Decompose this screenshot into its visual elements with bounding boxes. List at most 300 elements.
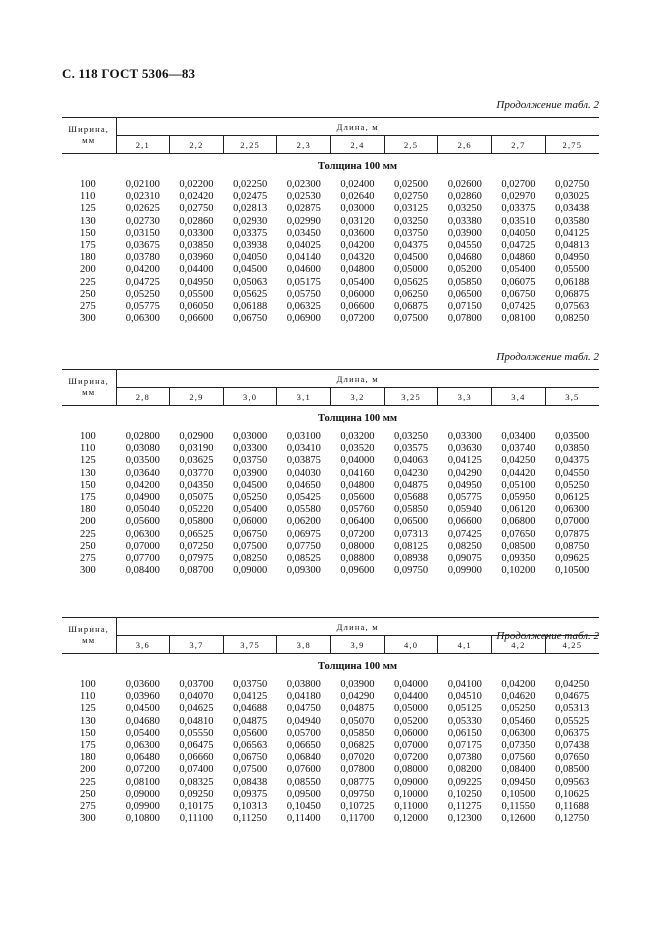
volume-cell: 0,04125 <box>555 227 590 239</box>
length-value: 2,2 <box>170 136 224 154</box>
volume-cell: 0,07200 <box>340 313 375 325</box>
volume-cell: 0,05425 <box>286 492 321 504</box>
volume-cell: 0,04950 <box>447 479 482 491</box>
volume-cell: 0,07250 <box>179 540 214 552</box>
volume-cell: 0,09000 <box>125 788 160 800</box>
width-header-text: Ширина, <box>68 624 110 634</box>
volume-cell: 0,04600 <box>286 264 321 276</box>
width-value: 250 <box>80 540 96 552</box>
volume-cell: 0,08550 <box>286 776 321 788</box>
length-value: 3,1 <box>277 388 331 406</box>
volume-cell: 0,04900 <box>125 492 160 504</box>
volume-cell: 0,04400 <box>179 264 214 276</box>
volume-cell: 0,05330 <box>447 715 482 727</box>
volume-cell: 0,03960 <box>125 691 160 703</box>
volume-cell: 0,05063 <box>233 276 268 288</box>
volume-cell: 0,04070 <box>179 691 214 703</box>
volume-cell: 0,05600 <box>233 727 268 739</box>
volume-cell: 0,04725 <box>125 276 160 288</box>
volume-cell: 0,06400 <box>340 516 375 528</box>
volume-cell: 0,04063 <box>394 455 429 467</box>
width-value: 300 <box>80 313 96 325</box>
header-row <box>62 118 599 136</box>
volume-cell: 0,06600 <box>447 516 482 528</box>
data-table-3 <box>62 617 599 825</box>
volume-cell: 0,04125 <box>233 691 268 703</box>
volume-cell: 0,03410 <box>286 443 321 455</box>
volume-cell: 0,08938 <box>394 552 429 564</box>
length-header: Длина, м <box>116 370 599 388</box>
volume-cell: 0,05200 <box>447 264 482 276</box>
length-values-row <box>62 388 599 406</box>
volume-cell: 0,09000 <box>394 776 429 788</box>
volume-cell: 0,04290 <box>447 467 482 479</box>
volume-cell: 0,04375 <box>555 455 590 467</box>
volume-cell: 0,05850 <box>394 504 429 516</box>
width-value: 275 <box>80 300 96 312</box>
volume-cell: 0,04250 <box>501 455 536 467</box>
table-row <box>62 313 599 325</box>
volume-cell: 0,03875 <box>286 455 321 467</box>
volume-cell: 0,07175 <box>447 740 482 752</box>
width-value: 175 <box>80 740 96 752</box>
volume-cell: 0,03200 <box>340 431 375 443</box>
volume-cell: 0,06825 <box>340 740 375 752</box>
width-value: 225 <box>80 276 96 288</box>
volume-cell: 0,02250 <box>233 179 268 191</box>
volume-cell: 0,09300 <box>286 565 321 577</box>
volume-cell: 0,04200 <box>125 479 160 491</box>
volume-cell: 0,04250 <box>555 679 590 691</box>
volume-cell: 0,06525 <box>179 528 214 540</box>
continuation-label-1: Продолжение табл. 2 <box>496 99 599 111</box>
table-row <box>62 703 599 715</box>
width-header-text: Ширина, <box>68 376 110 386</box>
width-value: 200 <box>80 264 96 276</box>
volume-cell: 0,05500 <box>555 264 590 276</box>
volume-cell: 0,03250 <box>447 203 482 215</box>
volume-cell: 0,03850 <box>179 240 214 252</box>
volume-cell: 0,03120 <box>340 215 375 227</box>
header-row <box>62 370 599 388</box>
table-row <box>62 191 599 203</box>
table-row <box>62 289 599 301</box>
table-row <box>62 516 599 528</box>
volume-cell: 0,02530 <box>286 191 321 203</box>
volume-cell: 0,10200 <box>501 565 536 577</box>
volume-cell: 0,07500 <box>394 313 429 325</box>
volume-cell: 0,03600 <box>340 227 375 239</box>
width-value: 175 <box>80 240 96 252</box>
table-row <box>62 801 599 813</box>
length-value: 2,6 <box>438 136 492 154</box>
width-value: 150 <box>80 479 96 491</box>
volume-cell: 0,07438 <box>555 740 590 752</box>
volume-cell: 0,07425 <box>501 300 536 312</box>
table-row <box>62 679 599 691</box>
width-value: 180 <box>80 752 96 764</box>
volume-cell: 0,06000 <box>394 727 429 739</box>
volume-cell: 0,06300 <box>125 740 160 752</box>
volume-cell: 0,11688 <box>555 800 589 812</box>
volume-cell: 0,03438 <box>555 203 590 215</box>
volume-cell: 0,04290 <box>340 691 375 703</box>
volume-cell: 0,07750 <box>286 540 321 552</box>
table-row <box>62 455 599 467</box>
volume-cell: 0,03780 <box>125 252 160 264</box>
volume-cell: 0,04320 <box>340 252 375 264</box>
table-row <box>62 264 599 276</box>
volume-cell: 0,10250 <box>447 788 482 800</box>
volume-cell: 0,05000 <box>394 264 429 276</box>
width-value: 275 <box>80 800 96 812</box>
volume-cell: 0,03450 <box>286 227 321 239</box>
volume-cell: 0,02400 <box>340 179 375 191</box>
volume-cell: 0,02420 <box>179 191 214 203</box>
volume-cell: 0,03675 <box>125 240 160 252</box>
table-row <box>62 529 599 541</box>
volume-cell: 0,08000 <box>340 540 375 552</box>
volume-cell: 0,05040 <box>125 504 160 516</box>
width-value: 300 <box>80 565 96 577</box>
table-row <box>62 468 599 480</box>
volume-cell: 0,06300 <box>501 727 536 739</box>
volume-cell: 0,10175 <box>179 800 214 812</box>
volume-cell: 0,11100 <box>179 813 214 825</box>
volume-cell: 0,11250 <box>233 813 268 825</box>
volume-cell: 0,06600 <box>340 300 375 312</box>
width-value: 250 <box>80 288 96 300</box>
volume-cell: 0,04750 <box>286 703 321 715</box>
table-row <box>62 228 599 240</box>
volume-cell: 0,02875 <box>286 203 321 215</box>
volume-cell: 0,08250 <box>555 313 590 325</box>
volume-cell: 0,07150 <box>447 300 482 312</box>
volume-cell: 0,09750 <box>394 565 429 577</box>
table-row <box>62 179 599 191</box>
volume-cell: 0,05200 <box>394 715 429 727</box>
length-value: 2,7 <box>492 136 546 154</box>
volume-cell: 0,03520 <box>340 443 375 455</box>
volume-cell: 0,05750 <box>286 288 321 300</box>
volume-cell: 0,06900 <box>286 313 321 325</box>
volume-cell: 0,06250 <box>394 288 429 300</box>
volume-cell: 0,04875 <box>340 703 375 715</box>
volume-cell: 0,04050 <box>233 252 268 264</box>
volume-cell: 0,09563 <box>555 776 590 788</box>
table-row <box>62 553 599 565</box>
table-row <box>62 716 599 728</box>
volume-cell: 0,03375 <box>233 227 268 239</box>
volume-cell: 0,04875 <box>394 479 429 491</box>
width-value: 125 <box>80 703 96 715</box>
volume-cell: 0,03750 <box>233 679 268 691</box>
volume-cell: 0,12000 <box>394 813 429 825</box>
volume-cell: 0,03150 <box>125 227 160 239</box>
volume-cell: 0,05775 <box>447 492 482 504</box>
table-row <box>62 541 599 553</box>
volume-cell: 0,04200 <box>125 264 160 276</box>
volume-cell: 0,04000 <box>394 679 429 691</box>
volume-cell: 0,09750 <box>340 788 375 800</box>
volume-cell: 0,06120 <box>501 504 536 516</box>
width-value: 110 <box>80 691 96 703</box>
volume-cell: 0,02860 <box>447 191 482 203</box>
volume-cell: 0,07350 <box>501 740 536 752</box>
length-value: 2,9 <box>170 388 224 406</box>
volume-cell: 0,06188 <box>233 300 268 312</box>
volume-cell: 0,06875 <box>555 288 590 300</box>
volume-cell: 0,02475 <box>233 191 268 203</box>
volume-cell: 0,04160 <box>340 467 375 479</box>
volume-cell: 0,07800 <box>340 764 375 776</box>
volume-cell: 0,10625 <box>555 788 590 800</box>
volume-cell: 0,04420 <box>501 467 536 479</box>
continuation-label-3: Продолжение табл. 2 <box>496 630 599 642</box>
volume-cell: 0,04000 <box>340 455 375 467</box>
volume-cell: 0,06150 <box>447 727 482 739</box>
volume-cell: 0,05250 <box>555 479 590 491</box>
table-row <box>62 565 599 577</box>
volume-cell: 0,04940 <box>286 715 321 727</box>
volume-cell: 0,02310 <box>125 191 160 203</box>
length-value: 3,75 <box>223 636 277 654</box>
volume-cell: 0,04680 <box>125 715 160 727</box>
volume-cell: 0,05125 <box>447 703 482 715</box>
volume-cell: 0,04950 <box>555 252 590 264</box>
volume-cell: 0,03630 <box>447 443 482 455</box>
volume-cell: 0,02640 <box>340 191 375 203</box>
volume-cell: 0,06750 <box>233 528 268 540</box>
width-value: 275 <box>80 552 96 564</box>
volume-cell: 0,09500 <box>286 788 321 800</box>
volume-cell: 0,06600 <box>179 313 214 325</box>
width-unit-text: мм <box>82 635 96 645</box>
volume-cell: 0,02813 <box>233 203 268 215</box>
volume-cell: 0,04100 <box>447 679 482 691</box>
volume-cell: 0,05950 <box>501 492 536 504</box>
volume-cell: 0,04620 <box>501 691 536 703</box>
volume-cell: 0,04350 <box>179 479 214 491</box>
volume-cell: 0,12300 <box>447 813 482 825</box>
volume-cell: 0,08500 <box>555 764 590 776</box>
volume-cell: 0,06650 <box>286 740 321 752</box>
page-header: С. 118 ГОСТ 5306—83 <box>62 66 196 81</box>
volume-cell: 0,02750 <box>394 191 429 203</box>
volume-cell: 0,06840 <box>286 752 321 764</box>
table-row <box>62 777 599 789</box>
volume-cell: 0,06325 <box>286 300 321 312</box>
volume-cell: 0,03900 <box>447 227 482 239</box>
width-header-text: Ширина, <box>68 124 110 134</box>
volume-cell: 0,07400 <box>179 764 214 776</box>
volume-cell: 0,09625 <box>555 552 590 564</box>
volume-cell: 0,06300 <box>555 504 590 516</box>
volume-cell: 0,10725 <box>340 800 375 812</box>
length-value: 3,6 <box>116 636 170 654</box>
width-unit-text: мм <box>82 387 96 397</box>
volume-cell: 0,06750 <box>501 288 536 300</box>
volume-cell: 0,06660 <box>179 752 214 764</box>
volume-cell: 0,06750 <box>233 752 268 764</box>
volume-cell: 0,09600 <box>340 565 375 577</box>
volume-cell: 0,02300 <box>286 179 321 191</box>
volume-cell: 0,06050 <box>179 300 214 312</box>
volume-cell: 0,05850 <box>447 276 482 288</box>
volume-cell: 0,06188 <box>555 276 590 288</box>
volume-cell: 0,07500 <box>233 764 268 776</box>
volume-cell: 0,03400 <box>501 431 536 443</box>
volume-cell: 0,02800 <box>125 431 160 443</box>
volume-cell: 0,05580 <box>286 504 321 516</box>
table-row <box>62 752 599 764</box>
volume-cell: 0,05625 <box>394 276 429 288</box>
volume-cell: 0,08200 <box>447 764 482 776</box>
table-row <box>62 443 599 455</box>
width-value: 130 <box>80 715 96 727</box>
volume-cell: 0,04675 <box>555 691 590 703</box>
thickness-row <box>62 654 599 680</box>
volume-cell: 0,09900 <box>447 565 482 577</box>
volume-cell: 0,07200 <box>394 752 429 764</box>
width-value: 150 <box>80 727 96 739</box>
volume-cell: 0,06563 <box>233 740 268 752</box>
volume-cell: 0,04800 <box>340 479 375 491</box>
length-value: 4,1 <box>438 636 492 654</box>
volume-cell: 0,07500 <box>233 540 268 552</box>
volume-cell: 0,05075 <box>179 492 214 504</box>
length-values-row <box>62 136 599 154</box>
volume-cell: 0,03700 <box>179 679 214 691</box>
volume-cell: 0,10000 <box>394 788 429 800</box>
volume-cell: 0,04550 <box>447 240 482 252</box>
volume-cell: 0,04125 <box>447 455 482 467</box>
volume-cell: 0,03900 <box>340 679 375 691</box>
volume-cell: 0,05400 <box>233 504 268 516</box>
volume-cell: 0,04025 <box>286 240 321 252</box>
volume-cell: 0,07000 <box>555 516 590 528</box>
volume-cell: 0,05688 <box>394 492 429 504</box>
volume-cell: 0,11700 <box>340 813 375 825</box>
volume-cell: 0,03080 <box>125 443 160 455</box>
volume-cell: 0,03640 <box>125 467 160 479</box>
volume-cell: 0,04050 <box>501 227 536 239</box>
width-column-header <box>62 618 116 654</box>
volume-cell: 0,06875 <box>394 300 429 312</box>
volume-cell: 0,02600 <box>447 179 482 191</box>
length-value: 3,4 <box>492 388 546 406</box>
volume-cell: 0,06125 <box>555 492 590 504</box>
length-value: 4,25 <box>545 636 599 654</box>
volume-cell: 0,05460 <box>501 715 536 727</box>
table-row <box>62 480 599 492</box>
table-row <box>62 691 599 703</box>
volume-cell: 0,03025 <box>555 191 590 203</box>
volume-cell: 0,04810 <box>179 715 214 727</box>
volume-cell: 0,08775 <box>340 776 375 788</box>
width-value: 225 <box>80 528 96 540</box>
volume-cell: 0,05313 <box>555 703 590 715</box>
volume-cell: 0,11000 <box>394 800 428 812</box>
volume-cell: 0,04875 <box>233 715 268 727</box>
thickness-label: Толщина 100 мм <box>317 413 398 424</box>
volume-cell: 0,02990 <box>286 215 321 227</box>
thickness-label: Толщина 100 мм <box>317 661 398 672</box>
volume-cell: 0,07020 <box>340 752 375 764</box>
width-value: 100 <box>80 679 96 691</box>
volume-cell: 0,03500 <box>555 431 590 443</box>
volume-cell: 0,03575 <box>394 443 429 455</box>
volume-cell: 0,05700 <box>286 727 321 739</box>
length-value: 2,25 <box>223 136 277 154</box>
volume-cell: 0,06800 <box>501 516 536 528</box>
volume-cell: 0,02750 <box>555 179 590 191</box>
length-value: 3,8 <box>277 636 331 654</box>
volume-cell: 0,03600 <box>125 679 160 691</box>
volume-cell: 0,02200 <box>179 179 214 191</box>
table-row <box>62 728 599 740</box>
volume-cell: 0,04510 <box>447 691 482 703</box>
thickness-row <box>62 154 599 180</box>
width-value: 300 <box>80 813 96 825</box>
length-value: 3,0 <box>223 388 277 406</box>
volume-cell: 0,06375 <box>555 727 590 739</box>
volume-cell: 0,08250 <box>447 540 482 552</box>
volume-cell: 0,08750 <box>555 540 590 552</box>
length-value: 2,4 <box>331 136 385 154</box>
volume-cell: 0,07000 <box>394 740 429 752</box>
volume-cell: 0,04813 <box>555 240 590 252</box>
volume-cell: 0,04180 <box>286 691 321 703</box>
volume-cell: 0,05100 <box>501 479 536 491</box>
volume-cell: 0,03000 <box>233 431 268 443</box>
table-row <box>62 504 599 516</box>
volume-cell: 0,03375 <box>501 203 536 215</box>
length-value: 3,5 <box>545 388 599 406</box>
width-value: 200 <box>80 516 96 528</box>
volume-cell: 0,07600 <box>286 764 321 776</box>
volume-cell: 0,11275 <box>447 800 482 812</box>
length-value: 3,2 <box>331 388 385 406</box>
volume-cell: 0,04725 <box>501 240 536 252</box>
volume-cell: 0,05400 <box>501 264 536 276</box>
length-value: 2,1 <box>116 136 170 154</box>
length-value: 3,25 <box>384 388 438 406</box>
table-row <box>62 203 599 215</box>
width-column-header <box>62 118 116 154</box>
volume-cell: 0,05250 <box>233 492 268 504</box>
volume-cell: 0,05775 <box>125 300 160 312</box>
volume-cell: 0,07200 <box>125 764 160 776</box>
thickness-row <box>62 406 599 432</box>
volume-cell: 0,06500 <box>447 288 482 300</box>
volume-cell: 0,07975 <box>179 552 214 564</box>
volume-cell: 0,05800 <box>179 516 214 528</box>
volume-cell: 0,06000 <box>233 516 268 528</box>
volume-cell: 0,08438 <box>233 776 268 788</box>
volume-cell: 0,09450 <box>501 776 536 788</box>
volume-cell: 0,08400 <box>501 764 536 776</box>
volume-cell: 0,03300 <box>233 443 268 455</box>
length-value: 4,2 <box>492 636 546 654</box>
volume-cell: 0,02100 <box>125 179 160 191</box>
volume-cell: 0,06200 <box>286 516 321 528</box>
table-row <box>62 740 599 752</box>
volume-cell: 0,05760 <box>340 504 375 516</box>
volume-cell: 0,09225 <box>447 776 482 788</box>
volume-cell: 0,03770 <box>179 467 214 479</box>
volume-cell: 0,08100 <box>501 313 536 325</box>
